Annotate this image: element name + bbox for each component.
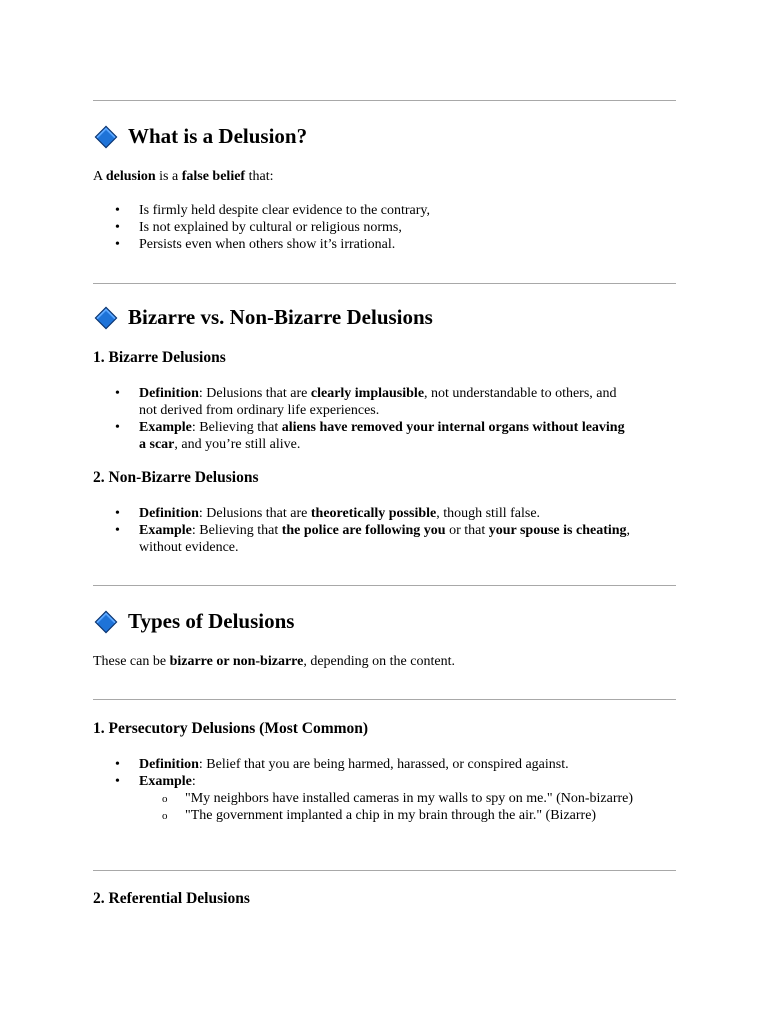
nested-list [139,790,633,824]
text-run: , not understandable to others, and not derived from ordinary life experiences. [139,386,617,418]
list-item [93,505,633,522]
bold-text: clearly implausible [310,386,425,401]
paragraph [93,168,676,185]
divider [93,870,676,871]
bold-text: Definition [139,386,199,401]
list-item [93,773,633,824]
text-run: is a [155,169,182,184]
section-title: Types of Delusions [128,609,295,633]
divider [93,585,676,586]
text-run: that: [245,169,274,184]
list-item [93,419,633,453]
text-run: , depending on the content. [303,654,455,669]
text-run: : Delusions that are [198,386,311,401]
nested-list-item: o "The government implanted a chip in my brain through the air." (Bizarre) [139,807,639,824]
bold-text: false belief [181,169,246,184]
section-heading-types-of-delusions [93,609,294,634]
subheading: 2. Non-Bizarre Delusions [93,469,259,486]
bold-text: Definition [139,757,199,772]
subheading: 1. Bizarre Delusions [93,349,226,366]
list-item: • Is not explained by cultural or religious norms, [93,219,633,236]
text-run: : Delusions that are [198,506,311,521]
bullet-list [93,505,633,556]
bold-text: delusion [105,169,156,184]
bold-text: Example [139,420,192,435]
bold-text: Example [139,523,192,538]
list-item [93,522,633,556]
paragraph [93,653,676,670]
text-run: : [191,774,196,789]
blue-diamond-icon [95,125,118,148]
list-item: • Is firmly held despite clear evidence to the contrary, [93,202,633,219]
section-heading-what-is-delusion [93,124,307,149]
divider [93,100,676,101]
text-run: These can be [93,654,170,669]
bold-text: your spouse is cheating [488,523,627,538]
text-run: , and you’re still alive. [174,437,301,452]
list-item [93,756,633,773]
text-run: A [93,169,106,184]
bold-text: aliens have removed your internal organs without leaving a scar [139,420,625,452]
bold-text: the police are following you [281,523,446,538]
text-run: or that [445,523,489,538]
bullet-list [93,756,633,824]
bullet-list [93,385,633,453]
divider [93,283,676,284]
blue-diamond-icon [95,610,118,633]
bullet-list [93,202,633,253]
section-title: What is a Delusion? [128,124,308,148]
example-label [139,774,196,789]
bold-text: theoretically possible [310,506,437,521]
text-run: , though still false. [436,506,541,521]
divider [93,699,676,700]
text-run: : Believing that [191,523,282,538]
list-item [93,385,633,419]
list-item: • Persists even when others show it’s irrational. [93,236,633,253]
blue-diamond-icon [95,306,118,329]
text-run: : Believing that [191,420,282,435]
section-title: Bizarre vs. Non-Bizarre Delusions [128,305,433,329]
bold-text: bizarre or non-bizarre [169,654,304,669]
nested-list-item: o "My neighbors have installed cameras in my walls to spy on me." (Non-bizarre) [139,790,639,807]
bold-text: Definition [139,506,199,521]
subheading: 1. Persecutory Delusions (Most Common) [93,720,369,737]
text-run: : Belief that you are being harmed, harassed, or conspired against. [198,757,569,772]
section-heading-bizarre-vs-non-bizarre [93,305,433,330]
bold-text: Example [139,774,192,789]
subheading: 2. Referential Delusions [93,890,250,907]
text-run: , without evidence. [139,523,631,555]
